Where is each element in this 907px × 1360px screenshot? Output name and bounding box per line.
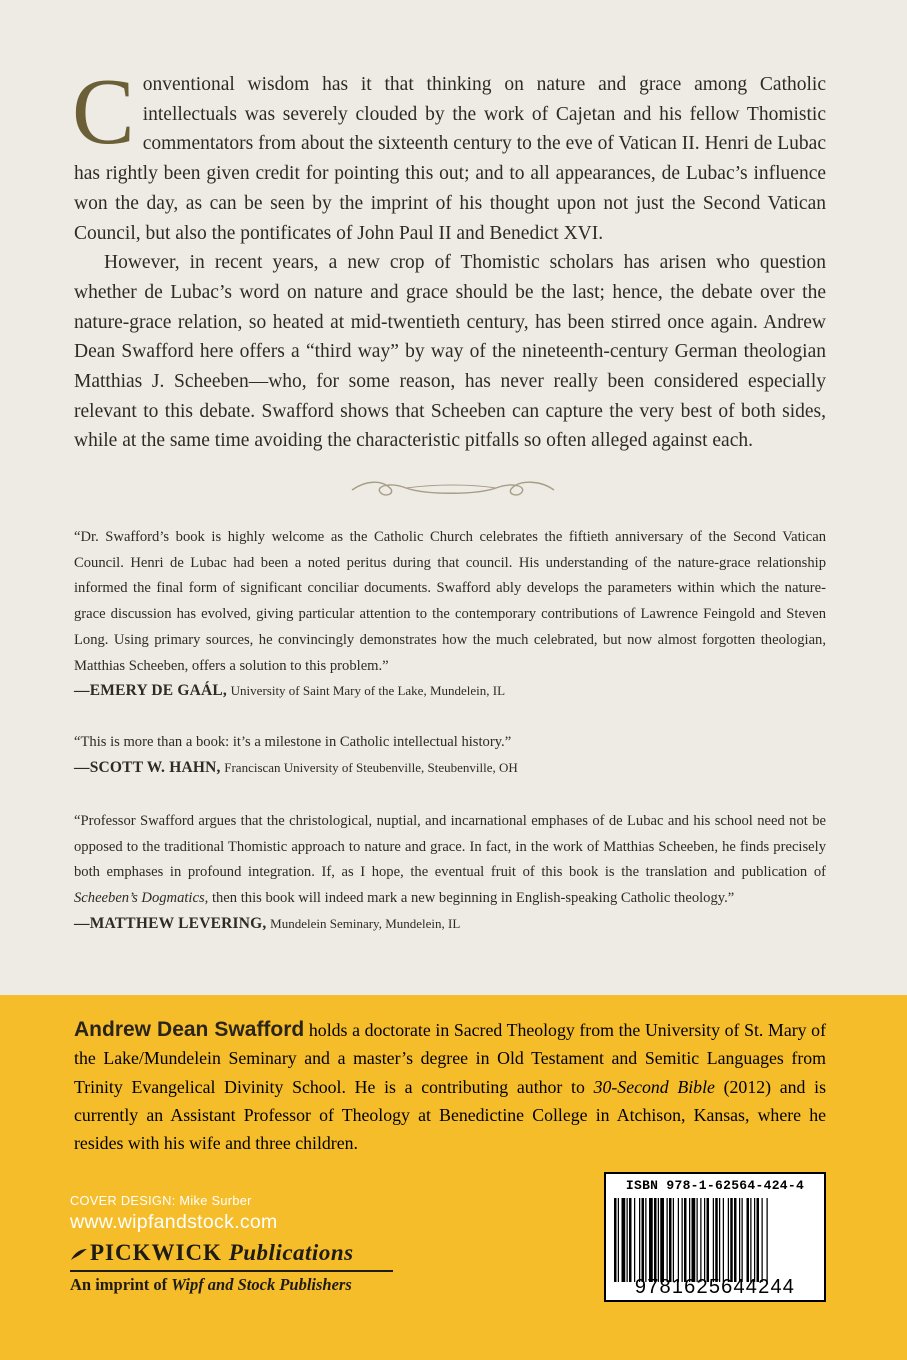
barcode-bar xyxy=(614,1198,617,1282)
barcode-bar xyxy=(728,1198,729,1282)
endorsement-1-attribution xyxy=(74,679,826,703)
barcode-bar xyxy=(730,1198,733,1282)
author-bio xyxy=(74,1016,826,1157)
barcode-bar xyxy=(757,1198,760,1282)
author-name: Andrew Dean Swafford xyxy=(74,1018,305,1041)
author-bio-text xyxy=(74,1016,826,1157)
barcode-bar xyxy=(629,1198,632,1282)
barcode-bar xyxy=(682,1198,683,1282)
barcode-bar xyxy=(754,1198,755,1282)
endorsement-2-affiliation: Franciscan University of Steubenville, Steubenville, OH xyxy=(224,759,518,775)
endorsement-2-name: —SCOTT W. HAHN, xyxy=(74,758,221,776)
barcode-bar xyxy=(673,1198,674,1282)
barcode-bar xyxy=(654,1198,657,1282)
endorsement-3-affiliation: Mundelein Seminary, Mundelein, IL xyxy=(270,915,461,931)
endorsement-2 xyxy=(74,730,826,780)
publisher-name: PICKWICK xyxy=(90,1240,222,1265)
barcode-bar xyxy=(742,1198,743,1282)
endorsement-3-quote-text-end: , then this book will indeed mark a new beginning in English-speaking Catholic theology.” xyxy=(204,890,735,907)
endorsement-3-book-title: Scheeben’s Dogmatics xyxy=(74,890,205,907)
barcode-bar xyxy=(627,1198,628,1282)
barcode-bar xyxy=(669,1198,672,1282)
endorsement-1 xyxy=(74,525,826,703)
barcode-bar xyxy=(649,1198,653,1282)
endorsement-3-quote xyxy=(74,809,826,912)
barcode-bar xyxy=(704,1198,705,1282)
barcode-bar xyxy=(715,1198,718,1282)
barcode-bar xyxy=(692,1198,696,1282)
barcode-bar xyxy=(678,1198,679,1282)
book-description xyxy=(72,60,826,456)
author-bio-text-2: (2012) and is currently an Assistant Professor of Theology at Benedictine College in Atchison, Kansas, where he resides with his wife and three children. xyxy=(74,1076,826,1154)
barcode-bar xyxy=(719,1198,720,1282)
imprint-publisher: Wipf and Stock Publishers xyxy=(171,1275,352,1294)
barcode-bar xyxy=(639,1198,640,1282)
barcode-digits: 9781625644244 xyxy=(634,1276,796,1298)
cover-design-credit: COVER DESIGN: Mike Surber xyxy=(70,1193,252,1208)
barcode-bar xyxy=(645,1198,646,1282)
publisher-website[interactable]: www.wipfandstock.com xyxy=(70,1211,278,1233)
endorsement-3-quote-text: “Professor Swafford argues that the christological, nuptial, and incarnational emphases of de Lubac and his school need not be opposed to the traditional Thomistic approach to nature and grace. In fact, in the work of Matthias Scheeben, he finds precisely both emphases in profound integration. If, as I hope, the eventual fruit of this book is the translation and publication of xyxy=(74,813,826,881)
isbn-label: ISBN 978-1-62564-424-4 xyxy=(625,1178,805,1193)
barcode-bar xyxy=(747,1198,750,1282)
publisher-logo xyxy=(70,1240,354,1266)
barcode-bar xyxy=(723,1198,724,1282)
barcode-bar xyxy=(750,1198,751,1282)
author-bio-book-title: 30-Second Bible xyxy=(593,1076,715,1097)
endorsement-2-attribution xyxy=(74,756,826,780)
description-paragraph-1-text: onventional wisdom has it that thinking on nature and grace among Catholic intellectuals was severely clouded by the work of Cajetan and his fellow Thomistic commentators from about the sixteenth century to the eve of Vatican II. Henri de Lubac has rightly been given credit for pointing this out; and to all appearances, de Lubac’s influence won the day, as can be seen by the imprint of his thought upon not just the Second Vatican Council, but also the pontificates of John Paul II and Benedict XVI. xyxy=(74,74,826,244)
barcode-bars-icon xyxy=(614,1198,818,1282)
endorsement-2-quote: “This is more than a book: it’s a milestone in Catholic intellectual history.” xyxy=(74,734,512,750)
endorsement-3-name: —MATTHEW LEVERING, xyxy=(74,914,267,932)
isbn-barcode xyxy=(604,1172,826,1302)
barcode-bar xyxy=(618,1198,619,1282)
barcode-bar xyxy=(689,1198,690,1282)
barcode-bar xyxy=(707,1198,710,1282)
endorsement-1-quote: “Dr. Swafford’s book is highly welcome as the Catholic Church celebrates the fiftieth anniversary of the Second Vatican Council. Henri de Lubac had been a noted peritus during that council. His understanding of the nature-grace relationship informed the final form of significant conciliar documents. Swafford ably develops the parameters within which the nature-grace discussion has evolved, giving particular attention to the contemporary contributions of Lawrence Feingold and Steven Long. Using primary sources, he convincingly demonstrates how the much celebrated, but now almost forgotten theologian, Matthias Scheeben, offers a solution to this problem.” xyxy=(74,529,826,674)
barcode-bar xyxy=(622,1198,626,1282)
barcode-bar xyxy=(642,1198,645,1282)
imprint-line xyxy=(70,1275,352,1295)
barcode-bar xyxy=(658,1198,659,1282)
barcode-bar xyxy=(697,1198,698,1282)
imprint-text: An imprint of xyxy=(70,1275,172,1294)
barcode-bar xyxy=(734,1198,737,1282)
barcode-bar xyxy=(667,1198,668,1282)
flourish-ornament-icon xyxy=(346,476,560,502)
barcode-bar xyxy=(767,1198,768,1282)
endorsement-3-attribution xyxy=(74,912,826,936)
barcode-bar xyxy=(700,1198,701,1282)
endorsement-3 xyxy=(74,809,826,936)
publisher-name-italic: Publications xyxy=(228,1240,354,1265)
barcode-bar xyxy=(684,1198,687,1282)
barcode-bar xyxy=(762,1198,763,1282)
barcode-bar xyxy=(660,1198,664,1282)
endorsement-1-affiliation: University of Saint Mary of the Lake, Mundelein, IL xyxy=(230,683,506,699)
barcode-bar xyxy=(739,1198,740,1282)
description-paragraph-1 xyxy=(72,60,826,248)
endorsement-1-name: —EMERY DE GAÁL, xyxy=(74,682,228,700)
barcode-bar xyxy=(634,1198,635,1282)
description-paragraph-2: However, in recent years, a new crop of Thomistic scholars has arisen who question whether de Lubac’s word on nature and grace should be the last; hence, the debate over the nature-grace relation, so heated at mid-twentieth century, has been stirred once again. Andrew Dean Swafford here offers a “third way” by way of the nineteenth-century German theologian Matthias J. Scheeben—who, for some reason, has never really been considered especially relevant to this debate. Swafford shows that Scheeben can capture the very best of both sides, while at the same time avoiding the characteristic pitfalls so often alleged against each. xyxy=(74,252,826,452)
author-bio-text-1: holds a doctorate in Sacred Theology from the University of St. Mary of the Lake/Mundelein Seminary and a master’s degree in Old Testament and Semitic Languages from Trinity Evangelical Divinity School. He is a contributing author to xyxy=(74,1020,826,1097)
barcode-bar xyxy=(713,1198,714,1282)
drop-cap: C xyxy=(72,60,135,164)
quill-icon xyxy=(70,1248,88,1262)
publisher-rule xyxy=(70,1270,393,1272)
